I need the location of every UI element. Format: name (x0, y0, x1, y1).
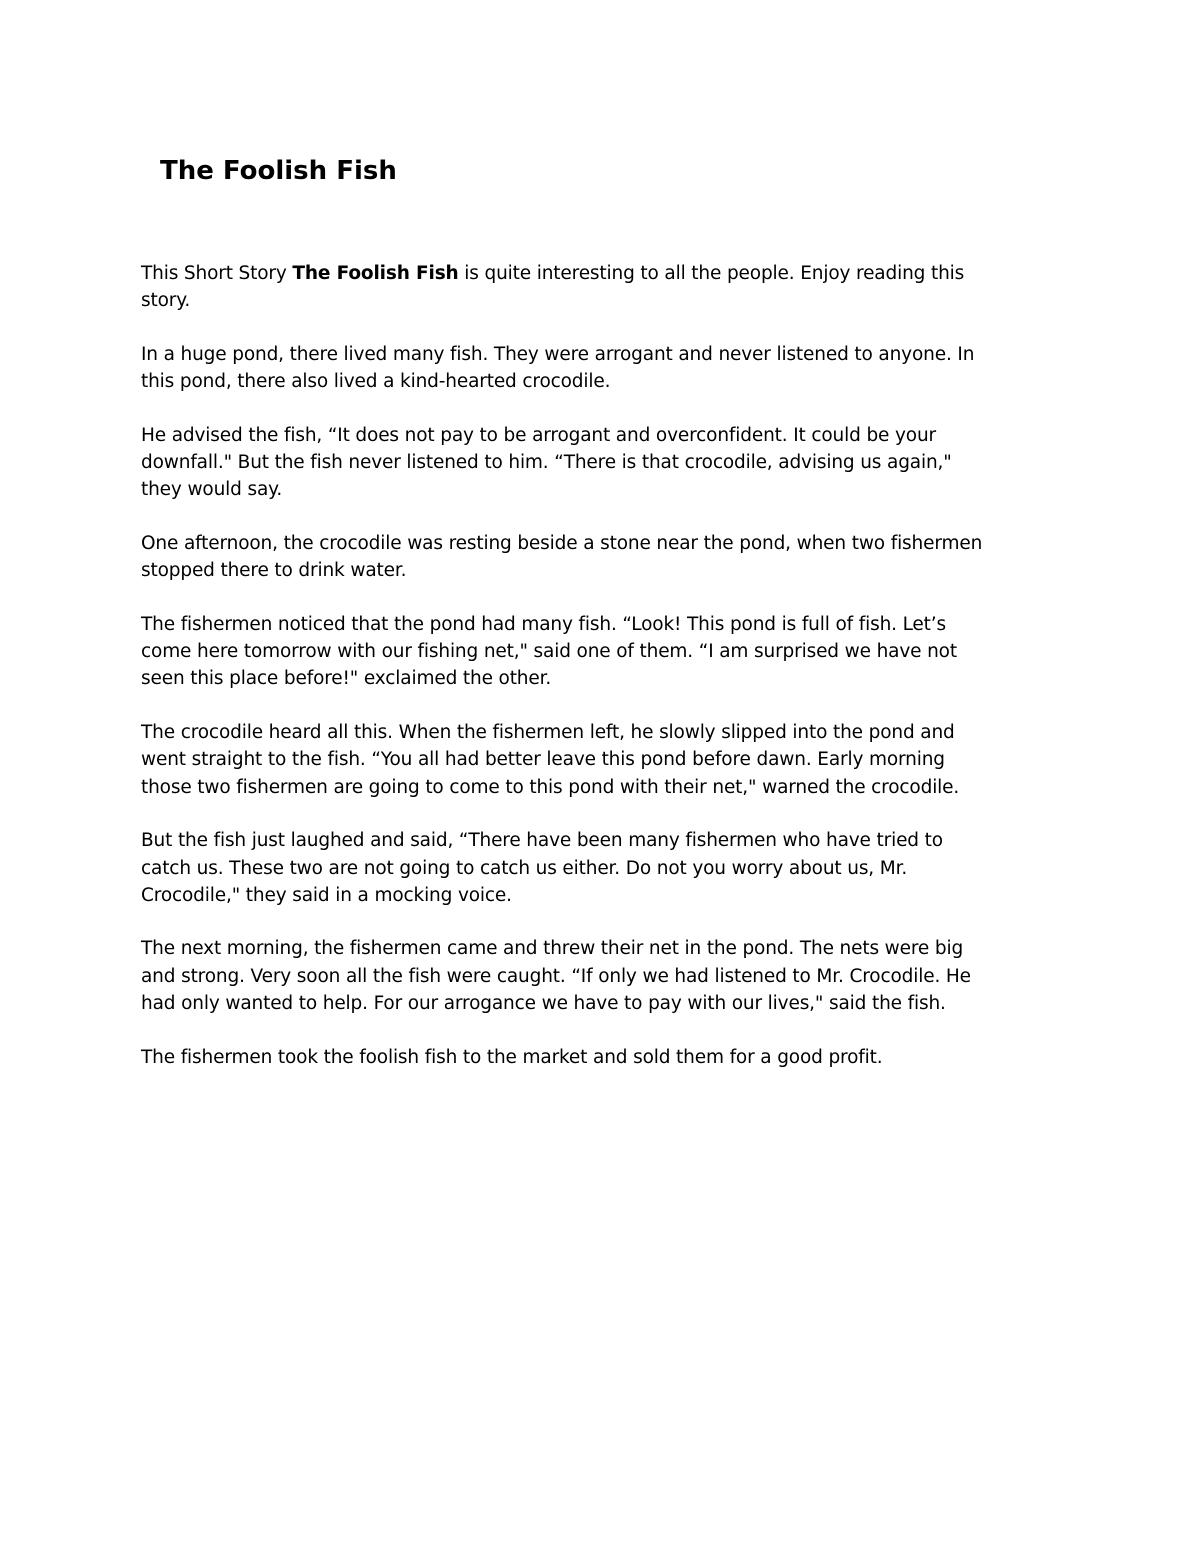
paragraph-line: seen this place before!" exclaimed the other. (141, 668, 552, 690)
story-paragraph-4 (141, 611, 1071, 693)
paragraph-line: The fishermen took the foolish fish to the market and sold them for a good profit. (141, 1046, 883, 1068)
intro-story-title: The Foolish Fish (292, 263, 459, 284)
paragraph-line: In a huge pond, there lived many fish. They were arrogant and never listened to anyone. In (141, 343, 975, 365)
paragraph-line: this pond, there also lived a kind-hearted crocodile. (141, 371, 611, 393)
paragraph-line: went straight to the fish. “You all had better leave this pond before dawn. Early morning (141, 749, 945, 771)
paragraph-line: The fishermen noticed that the pond had many fish. “Look! This pond is full of fish. Let’s (141, 613, 946, 635)
story-body (141, 260, 1071, 1097)
intro-text-before: This Short Story (141, 263, 293, 284)
paragraph-line: they would say. (141, 479, 283, 501)
paragraph-line: The next morning, the fishermen came and threw their net in the pond. The nets were big (141, 938, 964, 960)
story-paragraph-7 (141, 935, 1071, 1017)
story-paragraph-5 (141, 719, 1071, 801)
story-paragraph-6 (141, 827, 1071, 909)
story-paragraph-8 (141, 1044, 1071, 1071)
paragraph-line: He advised the fish, “It does not pay to be arrogant and overconfident. It could be your (141, 424, 937, 446)
paragraph-line: But the fish just laughed and said, “There have been many fishermen who have tried to (141, 830, 943, 852)
intro-paragraph (141, 260, 1071, 315)
story-paragraph-3 (141, 530, 1071, 585)
story-paragraph-2 (141, 422, 1071, 504)
paragraph-line (141, 260, 1071, 287)
intro-text-after: is quite interesting to all the people. Enjoy reading this (458, 263, 965, 284)
paragraph-line: One afternoon, the crocodile was resting beside a stone near the pond, when two fishermen (141, 532, 983, 554)
paragraph-line: those two fishermen are going to come to this pond with their net," warned the crocodile. (141, 776, 960, 798)
paragraph-line: downfall." But the fish never listened to him. “There is that crocodile, advising us again," (141, 452, 952, 474)
paragraph-line: story. (141, 290, 191, 312)
paragraph-line: come here tomorrow with our fishing net," said one of them. “I am surprised we have not (141, 641, 957, 663)
document-title: The Foolish Fish (160, 156, 397, 186)
paragraph-line: Crocodile," they said in a mocking voice. (141, 884, 512, 906)
paragraph-line: The crocodile heard all this. When the fishermen left, he slowly slipped into the pond and (141, 721, 955, 743)
paragraph-line: and strong. Very soon all the fish were caught. “If only we had listened to Mr. Crocodile. He (141, 965, 971, 987)
paragraph-line: had only wanted to help. For our arrogance we have to pay with our lives," said the fish. (141, 993, 946, 1015)
story-paragraph-1 (141, 341, 1071, 396)
paragraph-line: stopped there to drink water. (141, 560, 407, 582)
paragraph-line: catch us. These two are not going to catch us either. Do not you worry about us, Mr. (141, 857, 908, 879)
